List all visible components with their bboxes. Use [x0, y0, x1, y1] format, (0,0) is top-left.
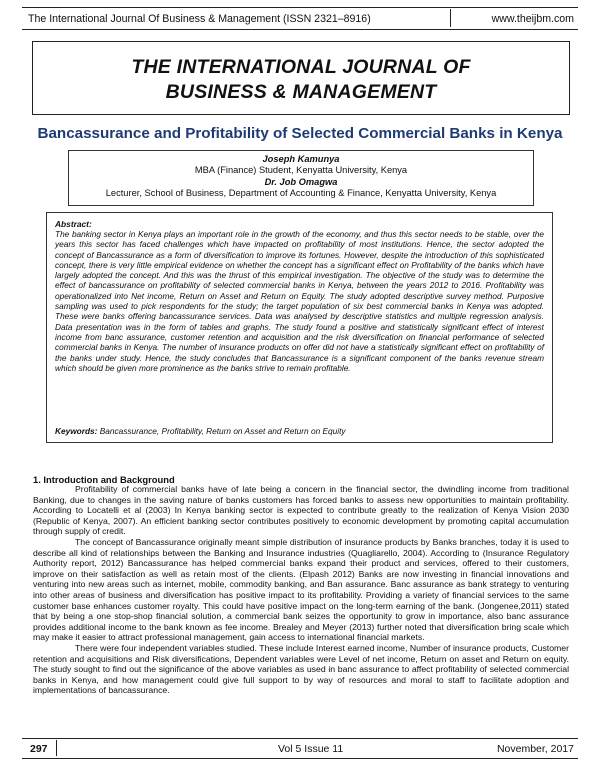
abstract-heading: Abstract: [55, 219, 92, 229]
keywords-label: Keywords: [55, 426, 98, 436]
header-top-rule [22, 7, 578, 8]
page-number: 297 [30, 743, 48, 755]
footer-divider [56, 740, 57, 756]
running-footer [22, 738, 578, 758]
header-url: www.theijbm.com [491, 13, 574, 25]
paper-title: Bancassurance and Profitability of Selected Commercial Banks in Kenya [37, 125, 563, 142]
running-header [22, 7, 578, 31]
keywords-text: Bancassurance, Profitability, Return on Asset and Return on Equity [99, 426, 346, 436]
abstract-text: The banking sector in Kenya plays an important role in the growth of the economy, and thus this sector needs to be stable, over the years this sector has faced challenges which have impacted on profitability of most institutions. Hence, the sector adopted the concept of Bancassurance as a form of diversification to improve its fortunes. However, despite the introduction of this sophisticated concept, there is very little empirical evidence on whether the concept has a significant effect on Profitability of the banks which have largely adopted the concept. And this was the thrust of this empirical investigation. The objective of the study was to determine the effect of bancassurance on profitability of selected commercial banks in Kenya, between the years 2012 to 2016. Profitability was operationalized into Net income, Return on Asset and Return on Equity. The study adopted descriptive survey method. Purposive sampling was used to pick respondents for the study; the target population of six best commercial banks in Kenya was adopted. These were banks offering bancassurance services. Data was analysed by descriptive statistics and multiple regression analysis. Data presentation was in the form of tables and graphs. The study found a positive and statistically significant effect of interest income from banc assurance, customer retention and acquisition and the risk diversification on financial performance of selected commercial banks in Kenya. The number of insurance products on offer did not have a statistically significant effect on profitability of the banks under study. Hence, the study concludes that Bancassurance is a significant component of the banks revenue stream which should be given more prominence as the banks strive to remain profitable. [55, 229, 544, 373]
footer-bottom-rule [22, 758, 578, 759]
author-1-name: Joseph Kamunya [262, 154, 340, 164]
masthead-line-1: THE INTERNATIONAL JOURNAL OF [131, 56, 471, 78]
paragraph-1: Profitability of commercial banks have of late being a concern in the financial sector, the dwindling income from traditional Banking, due to changes in the saving nature of banks customers has forced banks to assess new opportunities to maintain profitability. According to Locatelli et al (2003) In Kenya banking sector is expected to contribute greatly to the realization of Kenya Vision 2030 (Republic of Kenya, 2007). An efficient banking sector contributes positively to economic development by promoting capital accumulation through supply of credit. [33, 484, 569, 537]
author-2-name: Dr. Job Omagwa [264, 176, 338, 187]
footer-top-rule [22, 738, 578, 739]
header-divider [450, 9, 451, 27]
paragraph-3: There were four independent variables studied. These include Interest earned income, Number of insurance products, Customer retention and acquisitions and Risk diversifications, Dependent variables were Level of net income, Return on asset and Return on equity. The study sought to find out the significance of the above variables as used in banc assurance to affect profitability of selected commercial banks in Kenya, and how management could give full support to by way of resources and moral to staff to facilitate adoption and implementations of bancassurance. [33, 642, 569, 696]
volume-issue: Vol 5 Issue 11 [278, 743, 344, 755]
header-journal-issn: The International Journal Of Business & Management (ISSN 2321–8916) [28, 13, 371, 25]
keywords-line [55, 426, 346, 436]
abstract-box [46, 212, 553, 443]
section-heading: 1. Introduction and Background [33, 474, 175, 485]
author-1-affiliation: MBA (Finance) Student, Kenyatta University, Kenya [194, 165, 408, 176]
publication-date: November, 2017 [496, 743, 574, 755]
journal-masthead [32, 41, 570, 115]
author-block [68, 150, 534, 206]
paragraph-2: The concept of Bancassurance originally meant simple distribution of insurance products by Banks branches, today it is used to describe all kind of relationships between the Banking and Insurance industries (Quagliarello, 2004). According to (Insurance Regulatory Authority report, 2012) Bancassurance has helped commercial banks expand their product and services, offered to their customers, improve on their satisfaction as well as retain most of the clients. (Elpash 2012) Banks are now investing in financial innovations and venturing into new areas such as internet, mobile, commodity banking, and Ban assurance. Banc assurance as bank strategy to venturing into other areas of business and diversification has positive impact to its profitability. Providing a variety of financial services to the same customer base enhances customer royalty. This could have positive impact on the long-term earning of the bank. (Jongenee,2011) stated that by being a one stop-shop financial solution, a commercial bank seizes the opportunity to grow in importance, also banc assurance provides additional income to the bank known as fee income. Brealey and Meyer (2013) further noted that diversification bring scale which may make it easier to attract professional management, gain access to international financial markets. [33, 536, 569, 643]
header-bottom-rule [22, 29, 578, 30]
masthead-line-2: BUSINESS & MANAGEMENT [165, 81, 437, 103]
author-2-affiliation: Lecturer, School of Business, Department of Accounting & Finance, Kenyatta University, Kenya [105, 187, 497, 198]
body-text [33, 484, 569, 696]
